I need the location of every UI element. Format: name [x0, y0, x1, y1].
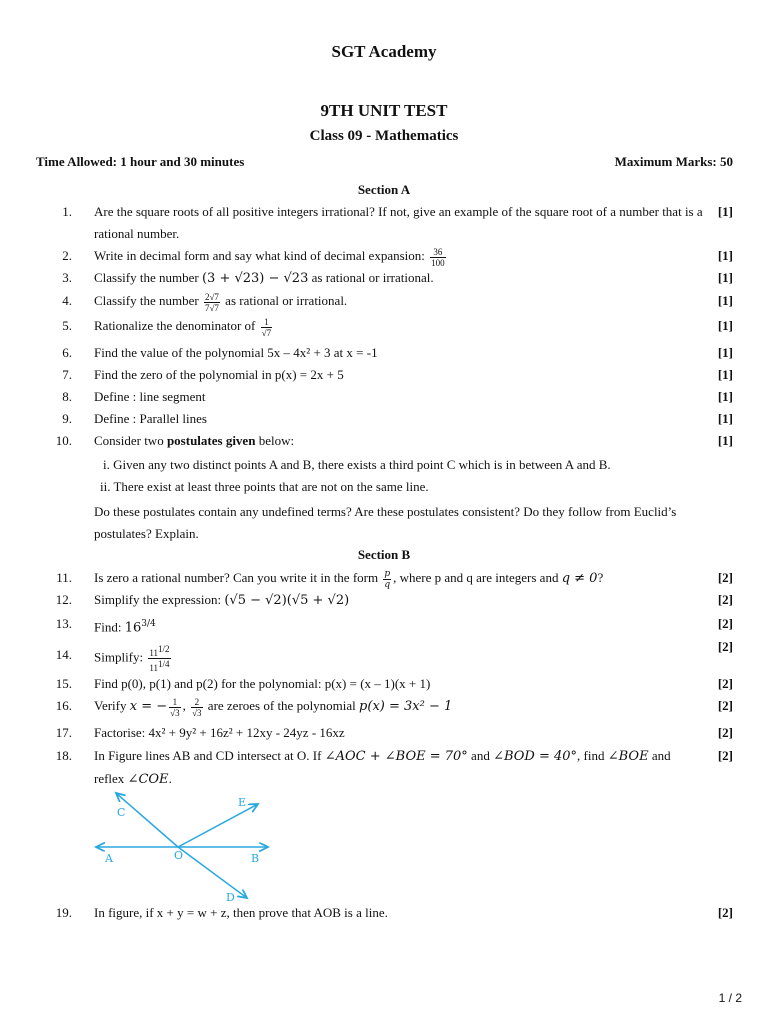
math-expression: ∠BOD = 40°: [493, 749, 578, 764]
fraction-denominator: 100: [431, 257, 445, 268]
math-expression: ∠BOE: [607, 749, 649, 764]
power-exponent: 3/4: [141, 619, 156, 629]
question-number: 19.: [55, 905, 72, 920]
question-text-part: Write in decimal form and say what kind of decimal expansion:: [94, 248, 425, 263]
question-text: Verify x = − $\frac{1}{√3}$ , $\frac{2}{√3}$ are zeroes of the polynomial p(x) = 3x² − 1: [94, 696, 453, 718]
question-text: [94, 290, 710, 313]
question-text: [94, 315, 710, 338]
question-text: Find p(0), p(1) and p(2) for the polynomial: p(x) = (x – 1)(x + 1): [94, 676, 431, 691]
intersecting-lines-figure: [92, 790, 272, 905]
question-number: 4.: [62, 293, 72, 308]
fraction: [169, 697, 180, 718]
postulate-ii: ii. There exist at least three points that are not on the same line.: [100, 479, 429, 494]
question-text: [94, 589, 710, 612]
test-title: 9TH UNIT TEST: [320, 101, 448, 120]
question-text: In Figure lines AB and CD intersect at O. If ∠AOC + ∠BOE = 70° and ∠BOD = 40°, find ∠BOE and reflex ∠COE.: [94, 748, 671, 787]
fraction: [430, 247, 446, 268]
question-text: Factorise: 4x² + 9y² + 16z² + 12xy - 24yz - 16xz: [94, 725, 345, 740]
question-marks: [1]: [717, 293, 733, 308]
math-expression: x = −: [129, 699, 168, 714]
math-expression: (3 + √23) − √23: [201, 271, 309, 286]
question-text-part: Rationalize the denominator of: [94, 318, 256, 333]
question-text: [94, 430, 710, 452]
question-number: 14.: [55, 647, 72, 662]
ray-oe: [178, 804, 258, 847]
question-number: 3.: [62, 270, 72, 285]
question-number: 15.: [55, 676, 72, 691]
fraction-denominator: q: [384, 579, 391, 590]
question-text-part: and: [471, 748, 490, 763]
section-a-heading: Section A: [357, 182, 411, 197]
question-number: 10.: [55, 433, 72, 448]
fraction-numerator: 2: [194, 696, 200, 707]
question-text: Find the zero of the polynomial in p(x) = 2x + 5: [94, 367, 344, 382]
question-number: 2.: [62, 248, 72, 263]
question-text-part: Classify the number: [94, 293, 199, 308]
page-number: 1 / 2: [718, 991, 742, 1005]
question-text-part: as rational or irrational.: [225, 293, 348, 308]
question-number: 18.: [55, 748, 72, 763]
fraction-denominator: √3: [170, 707, 180, 718]
question-number: 13.: [55, 616, 72, 631]
question-marks: [2]: [717, 676, 733, 691]
school-name: SGT Academy: [331, 42, 437, 61]
maximum-marks: Maximum Marks: 50: [614, 154, 733, 169]
question-text-part: , where p and q are integers and: [393, 570, 559, 585]
fraction: [204, 292, 220, 313]
fraction: [261, 317, 272, 338]
label-e: E: [238, 796, 247, 809]
question-text-part: Simplify:: [94, 649, 144, 665]
fraction-numerator: $11^{1/2}$: [149, 644, 170, 658]
question-number: 5.: [62, 318, 72, 333]
fraction-numerator: 2√7: [204, 291, 219, 302]
question-text-part: Classify the number: [94, 270, 199, 285]
label-o: O: [174, 849, 184, 862]
question-text: [94, 613, 710, 639]
math-expression: q ≠ 0: [561, 571, 598, 586]
label-b: B: [251, 852, 260, 865]
question-number: 6.: [62, 345, 72, 360]
question-text: Define : Parallel lines: [94, 411, 207, 426]
question-number: 8.: [62, 389, 72, 404]
question-text-part: Verify: [94, 698, 127, 713]
ray-od: [178, 847, 247, 898]
question-text-part: below:: [258, 433, 295, 448]
question-text-part: are zeroes of the polynomial: [207, 698, 356, 713]
question-marks: [2]: [717, 570, 733, 585]
label-d: D: [226, 891, 235, 904]
question-text: In figure, if x + y = w + z, then prove that AOB is a line.: [94, 905, 388, 920]
postulate-i: i. Given any two distinct points A and B, there exists a third point C which is in between A and B.: [103, 457, 611, 472]
question-number: 16.: [55, 698, 72, 713]
question-marks: [1]: [717, 248, 733, 263]
question-number: 17.: [55, 725, 72, 740]
fraction-numerator: p: [384, 568, 391, 579]
time-allowed: Time Allowed: 1 hour and 30 minutes: [36, 154, 245, 169]
question-text-part: Consider two: [94, 433, 164, 448]
question-number: 12.: [55, 592, 72, 607]
question-marks: [2]: [717, 592, 733, 607]
ray-oc: [116, 793, 178, 847]
question-marks: [2]: [717, 698, 733, 713]
question-text-bold: postulates given: [166, 433, 256, 448]
label-a: A: [105, 852, 113, 865]
label-c: C: [117, 806, 126, 819]
fraction: [383, 569, 391, 590]
question-marks: [1]: [717, 389, 733, 404]
power-base: 16: [124, 620, 142, 636]
question-number: 1.: [62, 204, 72, 219]
question-marks: [2]: [717, 725, 733, 740]
question-number: 11.: [56, 570, 72, 585]
fraction-numerator: 1: [264, 316, 269, 327]
question-marks: [2]: [717, 616, 733, 631]
fraction: [148, 644, 170, 673]
math-expression: p(x) = 3x² − 1: [359, 699, 453, 714]
question-marks: [1]: [717, 367, 733, 382]
question-text-part: In Figure lines AB and CD intersect at O. If: [94, 748, 322, 763]
fraction-numerator: 1: [172, 696, 178, 707]
fraction-denominator: 7√7: [204, 302, 219, 313]
question-text-part: Is zero a rational number? Can you write it in the form: [94, 570, 379, 585]
math-expression: ∠COE: [127, 772, 169, 787]
fraction: [191, 697, 202, 718]
fraction-numerator: 36: [433, 246, 443, 257]
question-text: [94, 267, 710, 290]
question-text: [94, 644, 710, 673]
fraction-denominator: √3: [192, 707, 202, 718]
question-text: [94, 245, 710, 268]
question-text: Define : line segment: [94, 389, 206, 404]
question-text-part: , find: [577, 748, 605, 763]
question-marks: [1]: [717, 411, 733, 426]
question-marks: [1]: [717, 204, 733, 219]
math-expression: (√5 − √2)(√5 + √2): [224, 593, 350, 608]
question-text-part: and reflex: [94, 748, 671, 786]
question-text: [94, 567, 710, 590]
question-marks: [2]: [717, 639, 733, 654]
question-text-part: Simplify the expression:: [94, 592, 222, 607]
question-text: Are the square roots of all positive integers irrational? If not, give an example of the square root of a number that is a rational number.: [94, 204, 703, 241]
question-text-part: ?: [597, 570, 604, 585]
fraction-denominator: √7: [261, 327, 272, 338]
section-b-heading: Section B: [357, 547, 411, 562]
question-text-part: as rational or irrational.: [311, 270, 434, 285]
math-expression: ∠AOC + ∠BOE = 70°: [324, 749, 468, 764]
question-marks: [1]: [717, 345, 733, 360]
fraction-denominator: $11^{1/4}$: [149, 659, 170, 673]
question-marks: [2]: [717, 748, 733, 763]
question-marks: [1]: [717, 270, 733, 285]
question-text: Find the value of the polynomial 5x – 4x² + 3 at x = -1: [94, 345, 378, 360]
question-marks: [1]: [717, 318, 733, 333]
question-number: 9.: [62, 411, 72, 426]
question-marks: [2]: [717, 905, 733, 920]
question-text-part: Find:: [94, 619, 122, 635]
question-marks: [1]: [717, 433, 733, 448]
question-number: 7.: [62, 367, 72, 382]
class-subject-title: Class 09 - Mathematics: [309, 128, 459, 144]
postulates-follow-up: Do these postulates contain any undefined terms? Are these postulates consistent? Do they follow from Euclid’s postulates? Explain.: [94, 504, 677, 541]
